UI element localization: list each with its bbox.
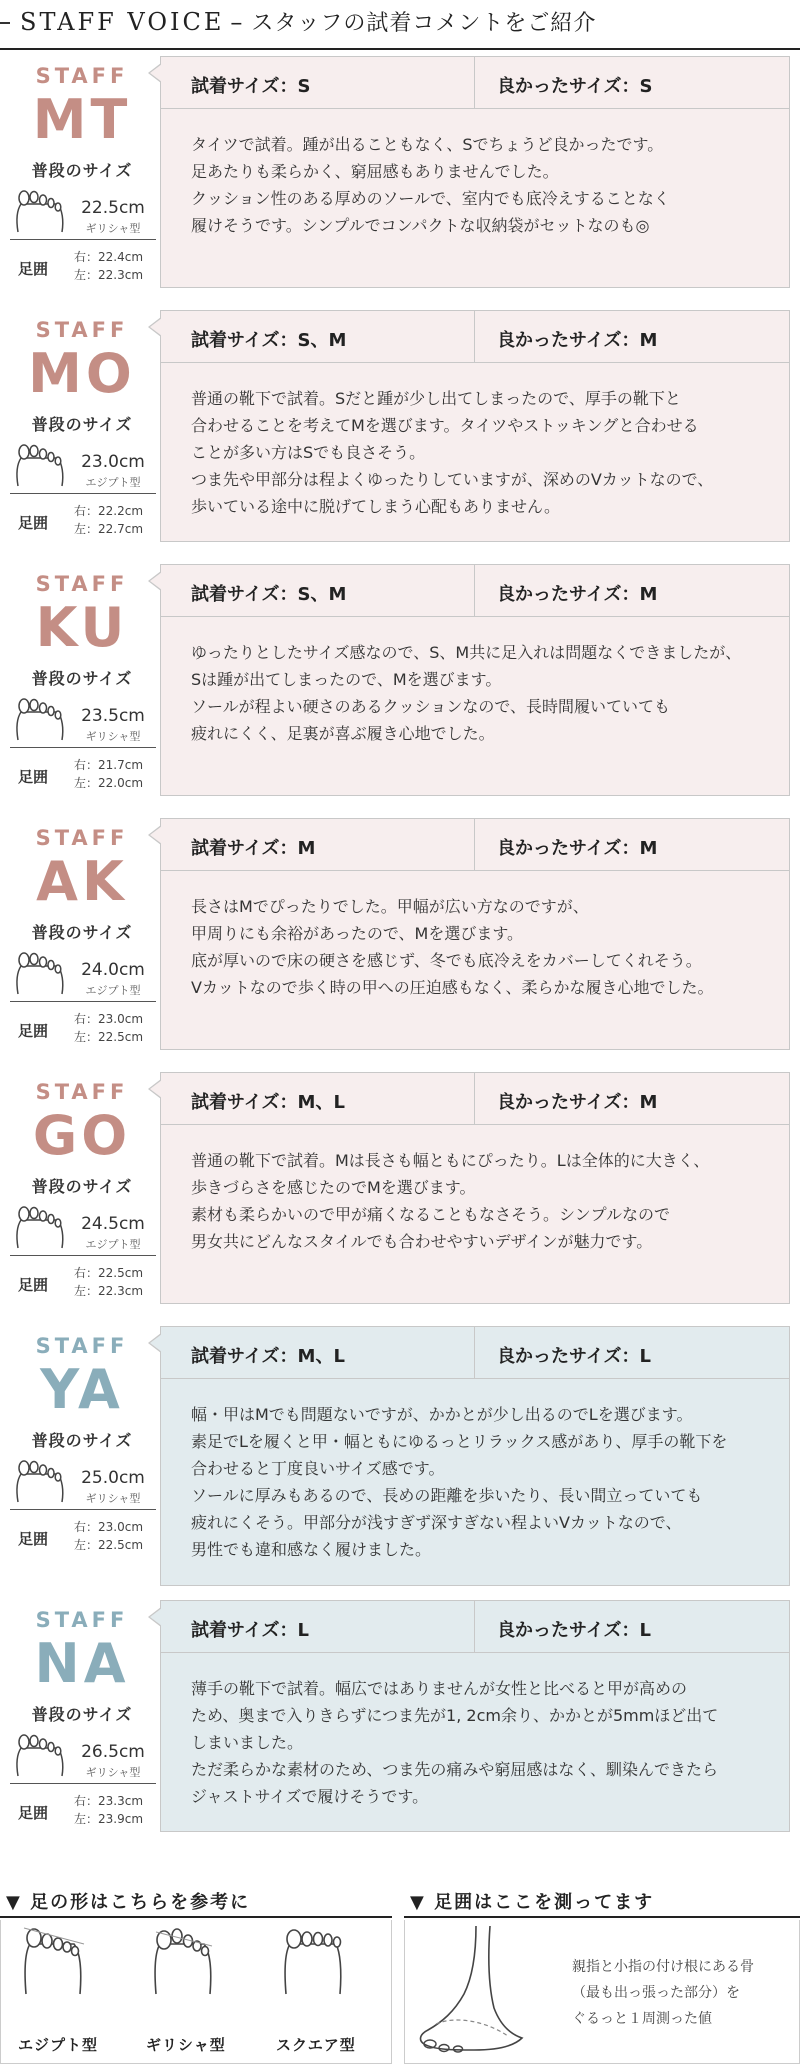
profile-divider [10, 239, 156, 240]
staff-profile [8, 1326, 156, 1566]
staff-row [0, 564, 800, 804]
header-divider [474, 819, 475, 871]
tried-size: 試着サイズ：S [191, 76, 311, 97]
comment-line: 男女共にどんなスタイルでも合わせやすいデザインが魅力です。 [191, 1232, 653, 1251]
comment-line: Vカットなので歩く時の甲への圧迫感もなく、柔らかな履き心地でした。 [191, 978, 714, 997]
comment-body [191, 1401, 781, 1563]
staff-initials: MT [32, 88, 132, 151]
usual-size-label: 普段のサイズ [31, 1431, 133, 1450]
staff-row [0, 818, 800, 1058]
staff-profile [8, 310, 156, 550]
tried-size: 試着サイズ：S、M [191, 584, 347, 605]
comment-card [160, 1600, 790, 1832]
staff-label: STAFF [35, 1080, 129, 1104]
comment-card [160, 818, 790, 1050]
usual-size-value: 24.0cm [81, 960, 145, 980]
staff-initials: KU [35, 596, 129, 659]
girth-right: 右：22.2cm [74, 504, 144, 518]
usual-size-label: 普段のサイズ [31, 1705, 133, 1724]
staff-row [0, 310, 800, 550]
comment-line: ことが多い方はSでも良さそう。 [191, 443, 426, 462]
foot-icon [14, 440, 68, 488]
measure-line-1: 親指と小指の付け根にある骨 [572, 1959, 754, 1975]
girth-label: 足囲 [18, 1804, 49, 1822]
good-size: 良かったサイズ：M [497, 1092, 658, 1113]
comment-card [160, 1072, 790, 1304]
comment-line: 甲周りにも余裕があったので、Mを選びます。 [191, 924, 524, 943]
staff-label: STAFF [35, 572, 129, 596]
staff-label: STAFF [35, 64, 129, 88]
good-size: 良かったサイズ：M [497, 838, 658, 859]
tried-size: 試着サイズ：L [191, 1620, 310, 1641]
comment-line: 歩いている途中に脱げてしまう心配もありません。 [191, 497, 560, 516]
foot-type: ギリシャ型 [85, 1492, 141, 1505]
foot-type: ギリシャ型 [85, 1766, 141, 1779]
staff-profile [8, 1600, 156, 1840]
girth-label: 足囲 [18, 1022, 49, 1040]
measure-line-2: （最も出っ張った部分）を [572, 1985, 740, 2001]
comment-line: 幅・甲はMでも問題ないですが、かかとが少し出るのでLを選びます。 [191, 1405, 693, 1424]
girth-right: 右：23.0cm [74, 1520, 144, 1534]
comment-card [160, 1326, 790, 1586]
foot-type: エジプト型 [85, 1238, 141, 1251]
header-divider [474, 1327, 475, 1379]
comment-line: 合わせると丁度良いサイズ感です。 [191, 1459, 445, 1478]
usual-size-value: 23.5cm [81, 706, 145, 726]
comment-line: しまいました。 [191, 1733, 304, 1752]
comment-line: 足あたりも柔らかく、窮屈感もありませんでした。 [191, 162, 559, 181]
greek-foot-icon [150, 1924, 230, 2004]
girth-label: 足囲 [18, 1276, 49, 1294]
usual-size-label: 普段のサイズ [31, 1177, 133, 1196]
usual-size-value: 23.0cm [81, 452, 145, 472]
comment-line: ゆったりとしたサイズ感なので、S、M共に足入れは問題なくできましたが、 [191, 643, 742, 662]
card-header [161, 1601, 789, 1653]
section-header [0, 0, 800, 50]
comment-line: ソールに厚みもあるので、長めの距離を歩いたり、長い間立っていても [191, 1486, 703, 1505]
girth-right: 右：21.7cm [74, 758, 144, 772]
girth-right: 右：22.4cm [74, 250, 144, 264]
reference-section [0, 1880, 800, 2064]
good-size: 良かったサイズ：S [497, 76, 653, 97]
staff-profile [8, 818, 156, 1058]
tried-size: 試着サイズ：S、M [191, 330, 347, 351]
usual-size-value: 22.5cm [81, 198, 145, 218]
comment-card [160, 564, 790, 796]
foot-icon [14, 186, 68, 234]
profile-divider [10, 1255, 156, 1256]
header-subtitle: スタッフの試着コメントをご紹介 [251, 11, 597, 36]
staff-initials: NA [34, 1632, 130, 1695]
egyptian-type-label: エジプト型 [18, 2036, 99, 2054]
comment-line: ただ柔らかな素材のため、つま先の痛みや窮屈感はなく、馴染んできたら [191, 1760, 719, 1779]
staff-label: STAFF [35, 1334, 129, 1358]
girth-left: 左：22.7cm [74, 522, 144, 536]
good-size: 良かったサイズ：M [497, 584, 658, 605]
comment-card [160, 310, 790, 542]
profile-divider [10, 747, 156, 748]
usual-size-value: 26.5cm [81, 1742, 145, 1762]
card-header [161, 57, 789, 109]
girth-left: 左：22.3cm [74, 268, 144, 282]
card-header [161, 819, 789, 871]
profile-divider [10, 1001, 156, 1002]
staff-label: STAFF [35, 318, 129, 342]
comment-line: タイツで試着。踵が出ることもなく、Sでちょうど良かったです。 [191, 135, 664, 154]
staff-row [0, 1326, 800, 1594]
comment-line: 素材も柔らかいので甲が痛くなることもなさそう。シンプルなので [191, 1205, 670, 1224]
comment-line: 底が厚いので床の硬さを感じず、冬でも底冷えをカバーしてくれそう。 [191, 951, 702, 970]
foot-icon [14, 694, 68, 742]
tried-size: 試着サイズ：M、L [191, 1092, 345, 1113]
tried-size: 試着サイズ：M、L [191, 1346, 345, 1367]
comment-body [191, 385, 781, 520]
staff-initials: AK [36, 850, 128, 913]
profile-divider [10, 493, 156, 494]
comment-line: ソールが程よい硬さのあるクッションなので、長時間履いていても [191, 697, 671, 716]
comment-line: ジャストサイズで履けそうです。 [191, 1787, 429, 1806]
good-size: 良かったサイズ：L [497, 1620, 652, 1641]
square-foot-icon [280, 1924, 360, 2004]
header-divider [474, 1601, 475, 1653]
foot-icon [14, 1202, 68, 1250]
comment-body [191, 1675, 781, 1810]
girth-left: 左：22.5cm [74, 1538, 144, 1552]
girth-label: 足囲 [18, 1530, 49, 1548]
comment-line: 普通の靴下で試着。Sだと踵が少し出てしまったので、厚手の靴下と [191, 389, 681, 408]
usual-size-label: 普段のサイズ [31, 669, 133, 688]
staff-initials: MO [28, 342, 136, 405]
girth-left: 左：23.9cm [74, 1812, 144, 1826]
header-separator: – [230, 8, 246, 36]
comment-line: 合わせることを考えてMを選びます。タイツやストッキングと合わせる [191, 416, 699, 435]
comment-line: 履けそうです。シンプルでコンパクトな収納袋がセットなのも◎ [191, 216, 650, 235]
comment-line: クッション性のある厚めのソールで、室内でも底冷えすることなく [191, 189, 670, 208]
girth-right: 右：23.0cm [74, 1012, 144, 1026]
girth-label: 足囲 [18, 514, 49, 532]
staff-initials: GO [32, 1104, 132, 1167]
foot-icon [14, 1730, 68, 1778]
header-divider [474, 311, 475, 363]
girth-left: 左：22.3cm [74, 1284, 144, 1298]
usual-size-label: 普段のサイズ [31, 415, 133, 434]
usual-size-value: 25.0cm [81, 1468, 145, 1488]
header-divider [474, 565, 475, 617]
comment-body [191, 639, 781, 747]
staff-profile [8, 56, 156, 296]
measure-description [572, 1954, 796, 2032]
foot-shapes-rule [0, 1916, 392, 1918]
foot-type: エジプト型 [85, 984, 141, 997]
measure-line-3: ぐるっと１周測った値 [572, 2011, 712, 2027]
staff-row [0, 1072, 800, 1312]
staff-profile [8, 1072, 156, 1312]
staff-row [0, 1600, 800, 1840]
card-header [161, 311, 789, 363]
foot-side-icon [414, 1924, 564, 2060]
girth-left: 左：22.0cm [74, 776, 144, 790]
card-header [161, 1327, 789, 1379]
foot-shapes-panel [0, 1880, 392, 2064]
comment-line: 素足でLを履くと甲・幅ともにゆるっとリラックス感があり、厚手の靴下を [191, 1432, 728, 1451]
header-title-text: STAFF VOICE [20, 8, 225, 36]
card-header [161, 1073, 789, 1125]
foot-icon [14, 948, 68, 996]
staff-label: STAFF [35, 826, 129, 850]
girth-label: 足囲 [18, 260, 49, 278]
square-type-label: スクエア型 [276, 2036, 356, 2054]
comment-line: 普通の靴下で試着。Mは長さも幅ともにぴったり。Lは全体的に大きく、 [191, 1151, 710, 1170]
usual-size-value: 24.5cm [81, 1214, 145, 1234]
egyptian-foot-icon [20, 1924, 100, 2004]
foot-type: ギリシャ型 [85, 222, 141, 235]
girth-left: 左：22.5cm [74, 1030, 144, 1044]
comment-line: つま先や甲部分は程よくゆったりしていますが、深めのVカットなので、 [191, 470, 714, 489]
comment-line: 疲れにくそう。甲部分が浅すぎず深すぎない程よいVカットなので、 [191, 1513, 682, 1532]
girth-right: 右：23.3cm [74, 1794, 144, 1808]
usual-size-label: 普段のサイズ [31, 161, 133, 180]
profile-divider [10, 1783, 156, 1784]
girth-right: 右：22.5cm [74, 1266, 144, 1280]
measure-panel [404, 1880, 800, 2064]
staff-initials: YA [40, 1358, 124, 1421]
good-size: 良かったサイズ：L [497, 1346, 652, 1367]
staff-profile [8, 564, 156, 804]
comment-body [191, 1147, 781, 1255]
staff-label: STAFF [35, 1608, 129, 1632]
comment-card [160, 56, 790, 288]
header-title [20, 6, 596, 37]
good-size: 良かったサイズ：M [497, 330, 658, 351]
foot-shapes-title: ▼ 足の形はこちらを参考に [6, 1892, 251, 1913]
card-header [161, 565, 789, 617]
header-dash [0, 22, 10, 24]
profile-divider [10, 1509, 156, 1510]
comment-line: 長さはMでぴったりでした。甲幅が広い方なのですが、 [191, 897, 589, 916]
foot-type: エジプト型 [85, 476, 141, 489]
usual-size-label: 普段のサイズ [31, 923, 133, 942]
comment-line: Sは踵が出てしまったので、Mを選びます。 [191, 670, 502, 689]
comment-body [191, 131, 781, 239]
comment-line: ため、奥まで入りきらずにつま先が1, 2cm余り、かかとが5mmほど出て [191, 1706, 719, 1725]
foot-type: ギリシャ型 [85, 730, 141, 743]
comment-line: 男性でも違和感なく履けました。 [191, 1540, 432, 1559]
header-divider [474, 1073, 475, 1125]
comment-body [191, 893, 781, 1001]
comment-line: 薄手の靴下で試着。幅広ではありませんが女性と比べると甲が高めの [191, 1679, 688, 1698]
girth-label: 足囲 [18, 768, 49, 786]
measure-title: ▼ 足囲はここを測ってます [410, 1892, 655, 1913]
staff-row [0, 56, 800, 296]
comment-line: 歩きづらさを感じたのでMを選びます。 [191, 1178, 476, 1197]
header-divider [474, 57, 475, 109]
tried-size: 試着サイズ：M [191, 838, 316, 859]
greek-type-label: ギリシャ型 [146, 2036, 226, 2054]
measure-rule [404, 1916, 800, 1918]
foot-icon [14, 1456, 68, 1504]
comment-line: 疲れにくく、足裏が喜ぶ履き心地でした。 [191, 724, 495, 743]
